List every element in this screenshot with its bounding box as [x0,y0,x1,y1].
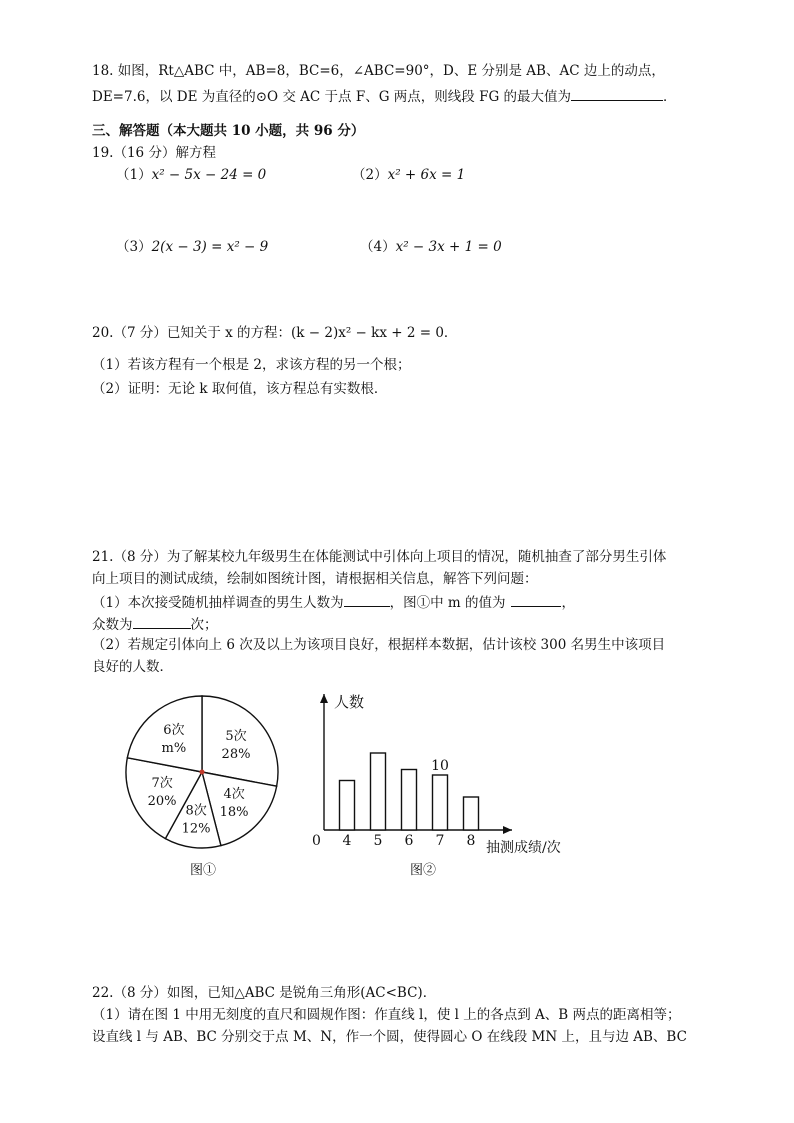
q20-part1: （1）若该方程有一个根是 2，求该方程的另一个根； [92,357,411,373]
q20-part2: （2）证明：无论 k 取何值，该方程总有实数根． [92,381,388,397]
q21-line3 [92,592,575,612]
fig2-caption: 图② [410,863,437,878]
q19-title: 19.（16 分）解方程 [92,145,216,161]
pie-label-3: 7次 [151,775,173,791]
pie-percent-3: 20% [147,793,177,809]
bar-data-label-7: 10 [431,758,449,774]
x-tick-8: 8 [466,833,476,849]
pie-label-1: 4次 [223,787,245,803]
q19-part3-equation: 2(x − 3) = x² − 9 [151,239,269,255]
pie-chart-figure [120,690,290,850]
x-tick-4: 4 [342,833,352,849]
q21-line3-text-a: （1）本次接受随机抽样调查的男生人数为 [92,595,344,611]
pie-label-4: 6次 [163,723,185,738]
q19-part4 [360,238,502,256]
q18-end: ． [663,89,677,105]
q19-part1-equation: x² − 5x − 24 = 0 [151,167,267,183]
q21-line2: 向上项目的测试成绩，绘制如图统计图，请根据相关信息，解答下列问题： [92,571,538,587]
q19-part2-label: （2） [352,167,388,183]
section3-heading: 三、解答题（本大题共 10 小题，共 96 分） [92,123,365,139]
bar-7 [433,775,448,830]
pie-percent-4: m% [161,741,187,756]
bar-5 [371,753,386,830]
q21-mode-blank[interactable] [133,614,191,629]
q21-line4 [92,614,218,634]
q19-part3-label: （3） [116,239,152,255]
q21-line1: 21.（8 分）为了解某校九年级男生在体能测试中引体向上项目的情况，随机抽查了部分男生引体 [92,549,667,565]
pie-percent-0: 28% [221,746,251,762]
q18-line2 [92,86,677,106]
q22-line2: （1）请在图 1 中用无刻度的直尺和圆规作图：作直线 l，使 l 上的各点到 A、B 两点的距离相等； [92,1007,681,1023]
q22-line3: 设直线 l 与 AB、BC 分别交于点 M、N，作一个圆，使得圆心 O 在线段 MN 上，且与边 AB、BC [92,1029,687,1045]
q21-line4-text-a: 众数为 [92,617,133,633]
pie-percent-2: 12% [181,821,211,837]
q18-answer-blank[interactable] [571,86,663,101]
bar-4 [340,781,355,831]
bar-chart-figure [302,682,592,860]
pie-percent-1: 18% [219,805,249,821]
fig1-caption: 图① [190,863,217,878]
x-tick-6: 6 [404,833,414,849]
y-axis-arrow [320,694,328,703]
x-axis-arrow [503,826,512,834]
q19-part2-equation: x² + 6x = 1 [387,167,466,183]
pie-label-2: 8次 [185,803,207,819]
x-tick-7: 7 [435,833,445,849]
q18-line1: 18. 如图，Rt△ABC 中，AB=8，BC=6，∠ABC=90°，D、E 分别是 AB、AC 边上的动点， [92,63,665,79]
q21-m-value-blank[interactable] [511,592,561,607]
origin-label: 0 [312,833,321,849]
q21-line6: 良好的人数． [92,659,173,675]
bar-bars [340,753,479,830]
q21-line5: （2）若规定引体向上 6 次及以上为该项目良好，根据样本数据，估计该校 300 名男生中该项目 [92,637,666,653]
x-tick-5: 5 [373,833,383,849]
y-axis-label: 人数 [334,693,365,711]
q19-part4-label: （4） [360,239,396,255]
q18-line2-text: DE=7.6，以 DE 为直径的⊙O 交 AC 于点 F、G 两点，则线段 FG 的最大值为 [92,89,572,105]
x-axis-label: 抽测成绩/次 [486,840,561,856]
q21-sample-size-blank[interactable] [344,592,390,607]
q21-line3-text-b: ，图①中 m 的值为 [389,595,506,611]
q22-line1: 22.（8 分）如图，已知△ABC 是锐角三角形(AC<BC)． [92,985,437,1001]
bar-6 [402,770,417,831]
bar-8 [464,797,479,830]
q19-part3 [116,238,268,256]
q21-line3-text-c: ， [561,595,575,611]
q19-part2 [352,166,465,184]
q20-title: 20.（7 分）已知关于 x 的方程：(k − 2)x² − kx + 2 = 0． [92,325,458,341]
q19-part1-label: （1） [116,167,152,183]
q19-part1 [116,166,266,184]
pie-center-dot [200,770,205,775]
q19-part4-equation: x² − 3x + 1 = 0 [395,239,502,255]
pie-label-0: 5次 [225,728,247,744]
q21-line4-text-b: 次； [190,617,218,633]
